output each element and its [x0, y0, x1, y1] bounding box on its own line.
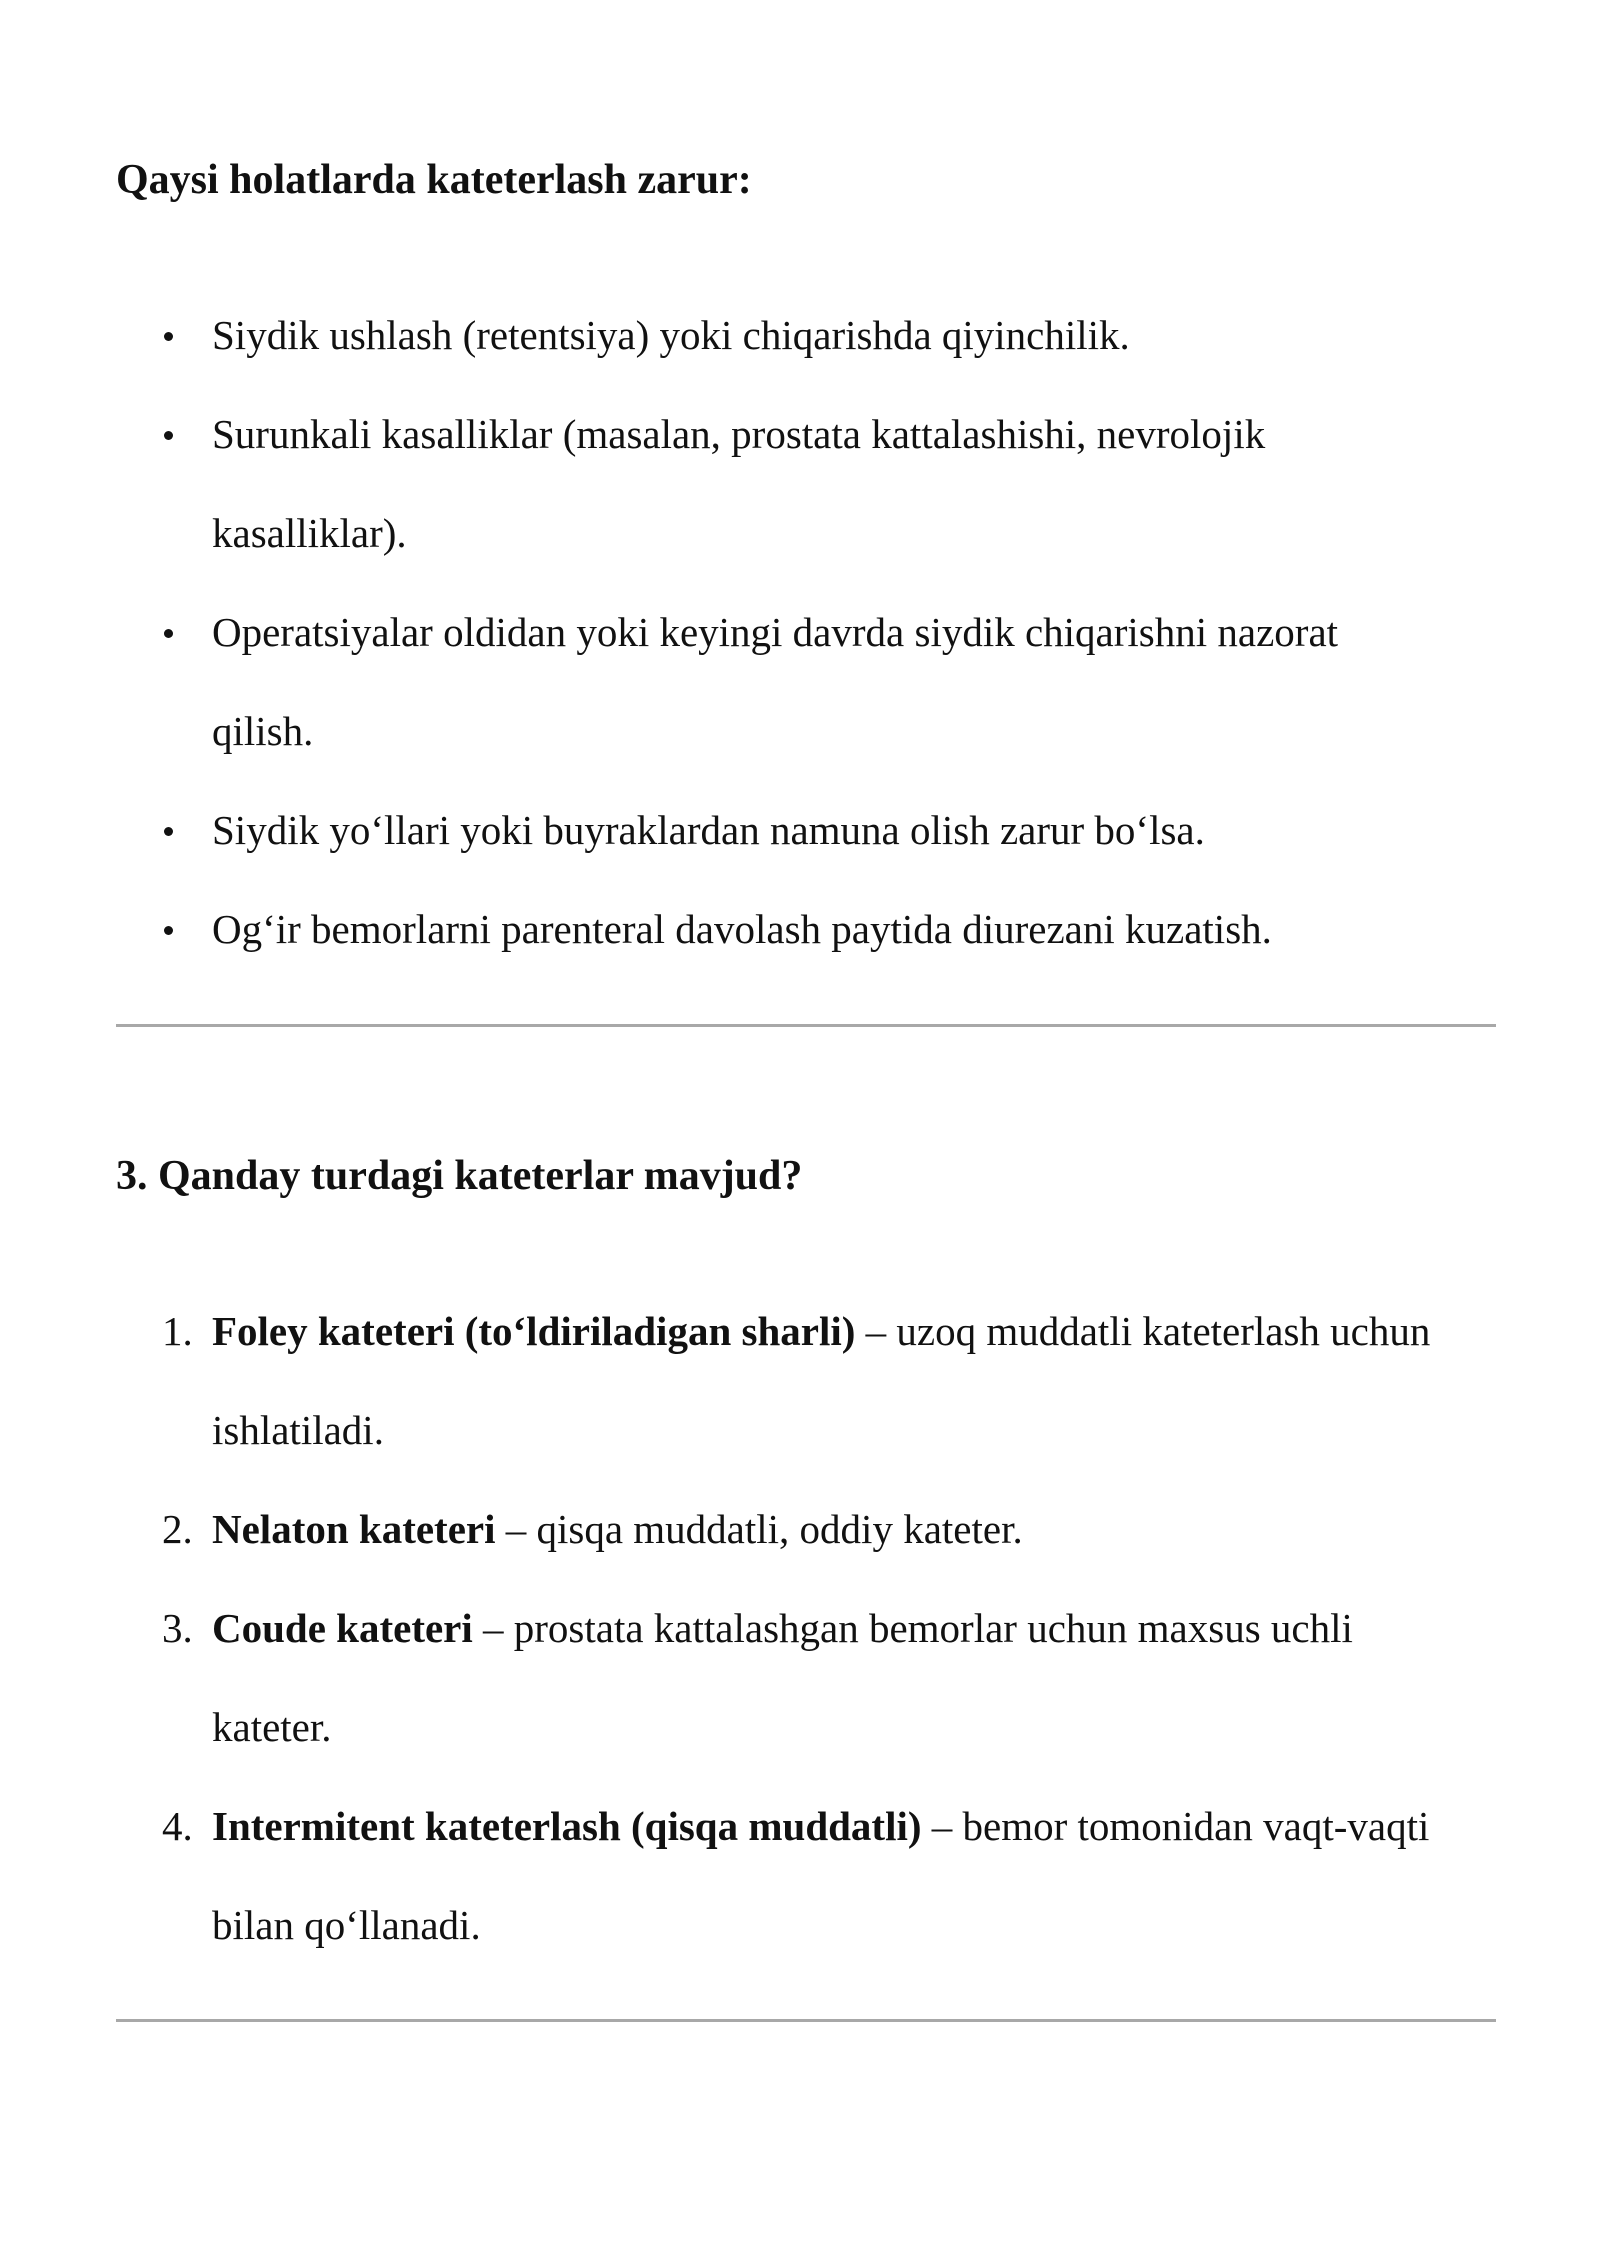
bullet-icon: [164, 332, 173, 341]
list-item-description: – prostata kattalashgan bemorlar uchun maxsus uchli kateter.: [212, 1605, 1353, 1750]
list-item: [0, 385, 1432, 583]
list-item: [0, 1282, 1432, 1480]
list-item: [0, 1579, 1432, 1777]
list-item-text: Surunkali kasalliklar (masalan, prostata kattalashishi, nevrolojik kasalliklar).: [212, 411, 1266, 556]
list-item: [0, 880, 1432, 979]
list-item-description: – qisqa muddatli, oddiy kateter.: [495, 1506, 1023, 1552]
list-item-number: 1.: [162, 1308, 193, 1354]
bullet-icon: [164, 827, 173, 836]
horizontal-divider: [116, 1024, 1496, 1027]
list-item-number: 3.: [162, 1605, 193, 1651]
list-item-text: Operatsiyalar oldidan yoki keyingi davrda siydik chiqarishni nazorat qilish.: [212, 609, 1339, 754]
list-item-text: Siydik yo‘llari yoki buyraklardan namuna olish zarur bo‘lsa.: [212, 807, 1205, 853]
list-item-description: – uzoq muddatli kateterlash uchun ishlatiladi.: [212, 1308, 1431, 1453]
list-item-term: Coude kateteri: [212, 1605, 473, 1651]
list-item-number: 2.: [162, 1506, 193, 1552]
list-item-term: Nelaton kateteri: [212, 1506, 496, 1552]
horizontal-divider: [116, 2019, 1496, 2022]
list-item: [0, 1480, 1432, 1579]
bullet-icon: [164, 431, 173, 440]
list-item: [0, 286, 1432, 385]
list-item: [0, 1777, 1432, 1975]
list-item-term: Intermitent kateterlash (qisqa muddatli): [212, 1803, 922, 1849]
list-item-text: Og‘ir bemorlarni parenteral davolash paytida diurezani kuzatish.: [212, 906, 1272, 952]
section-heading-catheter-types: 3. Qanday turdagi kateterlar mavjud?: [116, 1153, 803, 1199]
list-item-text: Siydik ushlash (retentsiya) yoki chiqarishda qiyinchilik.: [212, 312, 1130, 358]
list-item-term: Foley kateteri (to‘ldiriladigan sharli): [212, 1308, 856, 1354]
list-item-number: 4.: [162, 1803, 193, 1849]
list-item: [0, 781, 1432, 880]
bullet-icon: [164, 926, 173, 935]
catheter-types-list: [0, 1282, 1600, 1975]
list-item: [0, 583, 1432, 781]
bullet-icon: [164, 629, 173, 638]
indications-list: [0, 286, 1600, 979]
section-heading-indications: Qaysi holatlarda kateterlash zarur:: [116, 157, 752, 203]
list-item-description: – bemor tomonidan vaqt-vaqti bilan qo‘llanadi.: [212, 1803, 1430, 1948]
